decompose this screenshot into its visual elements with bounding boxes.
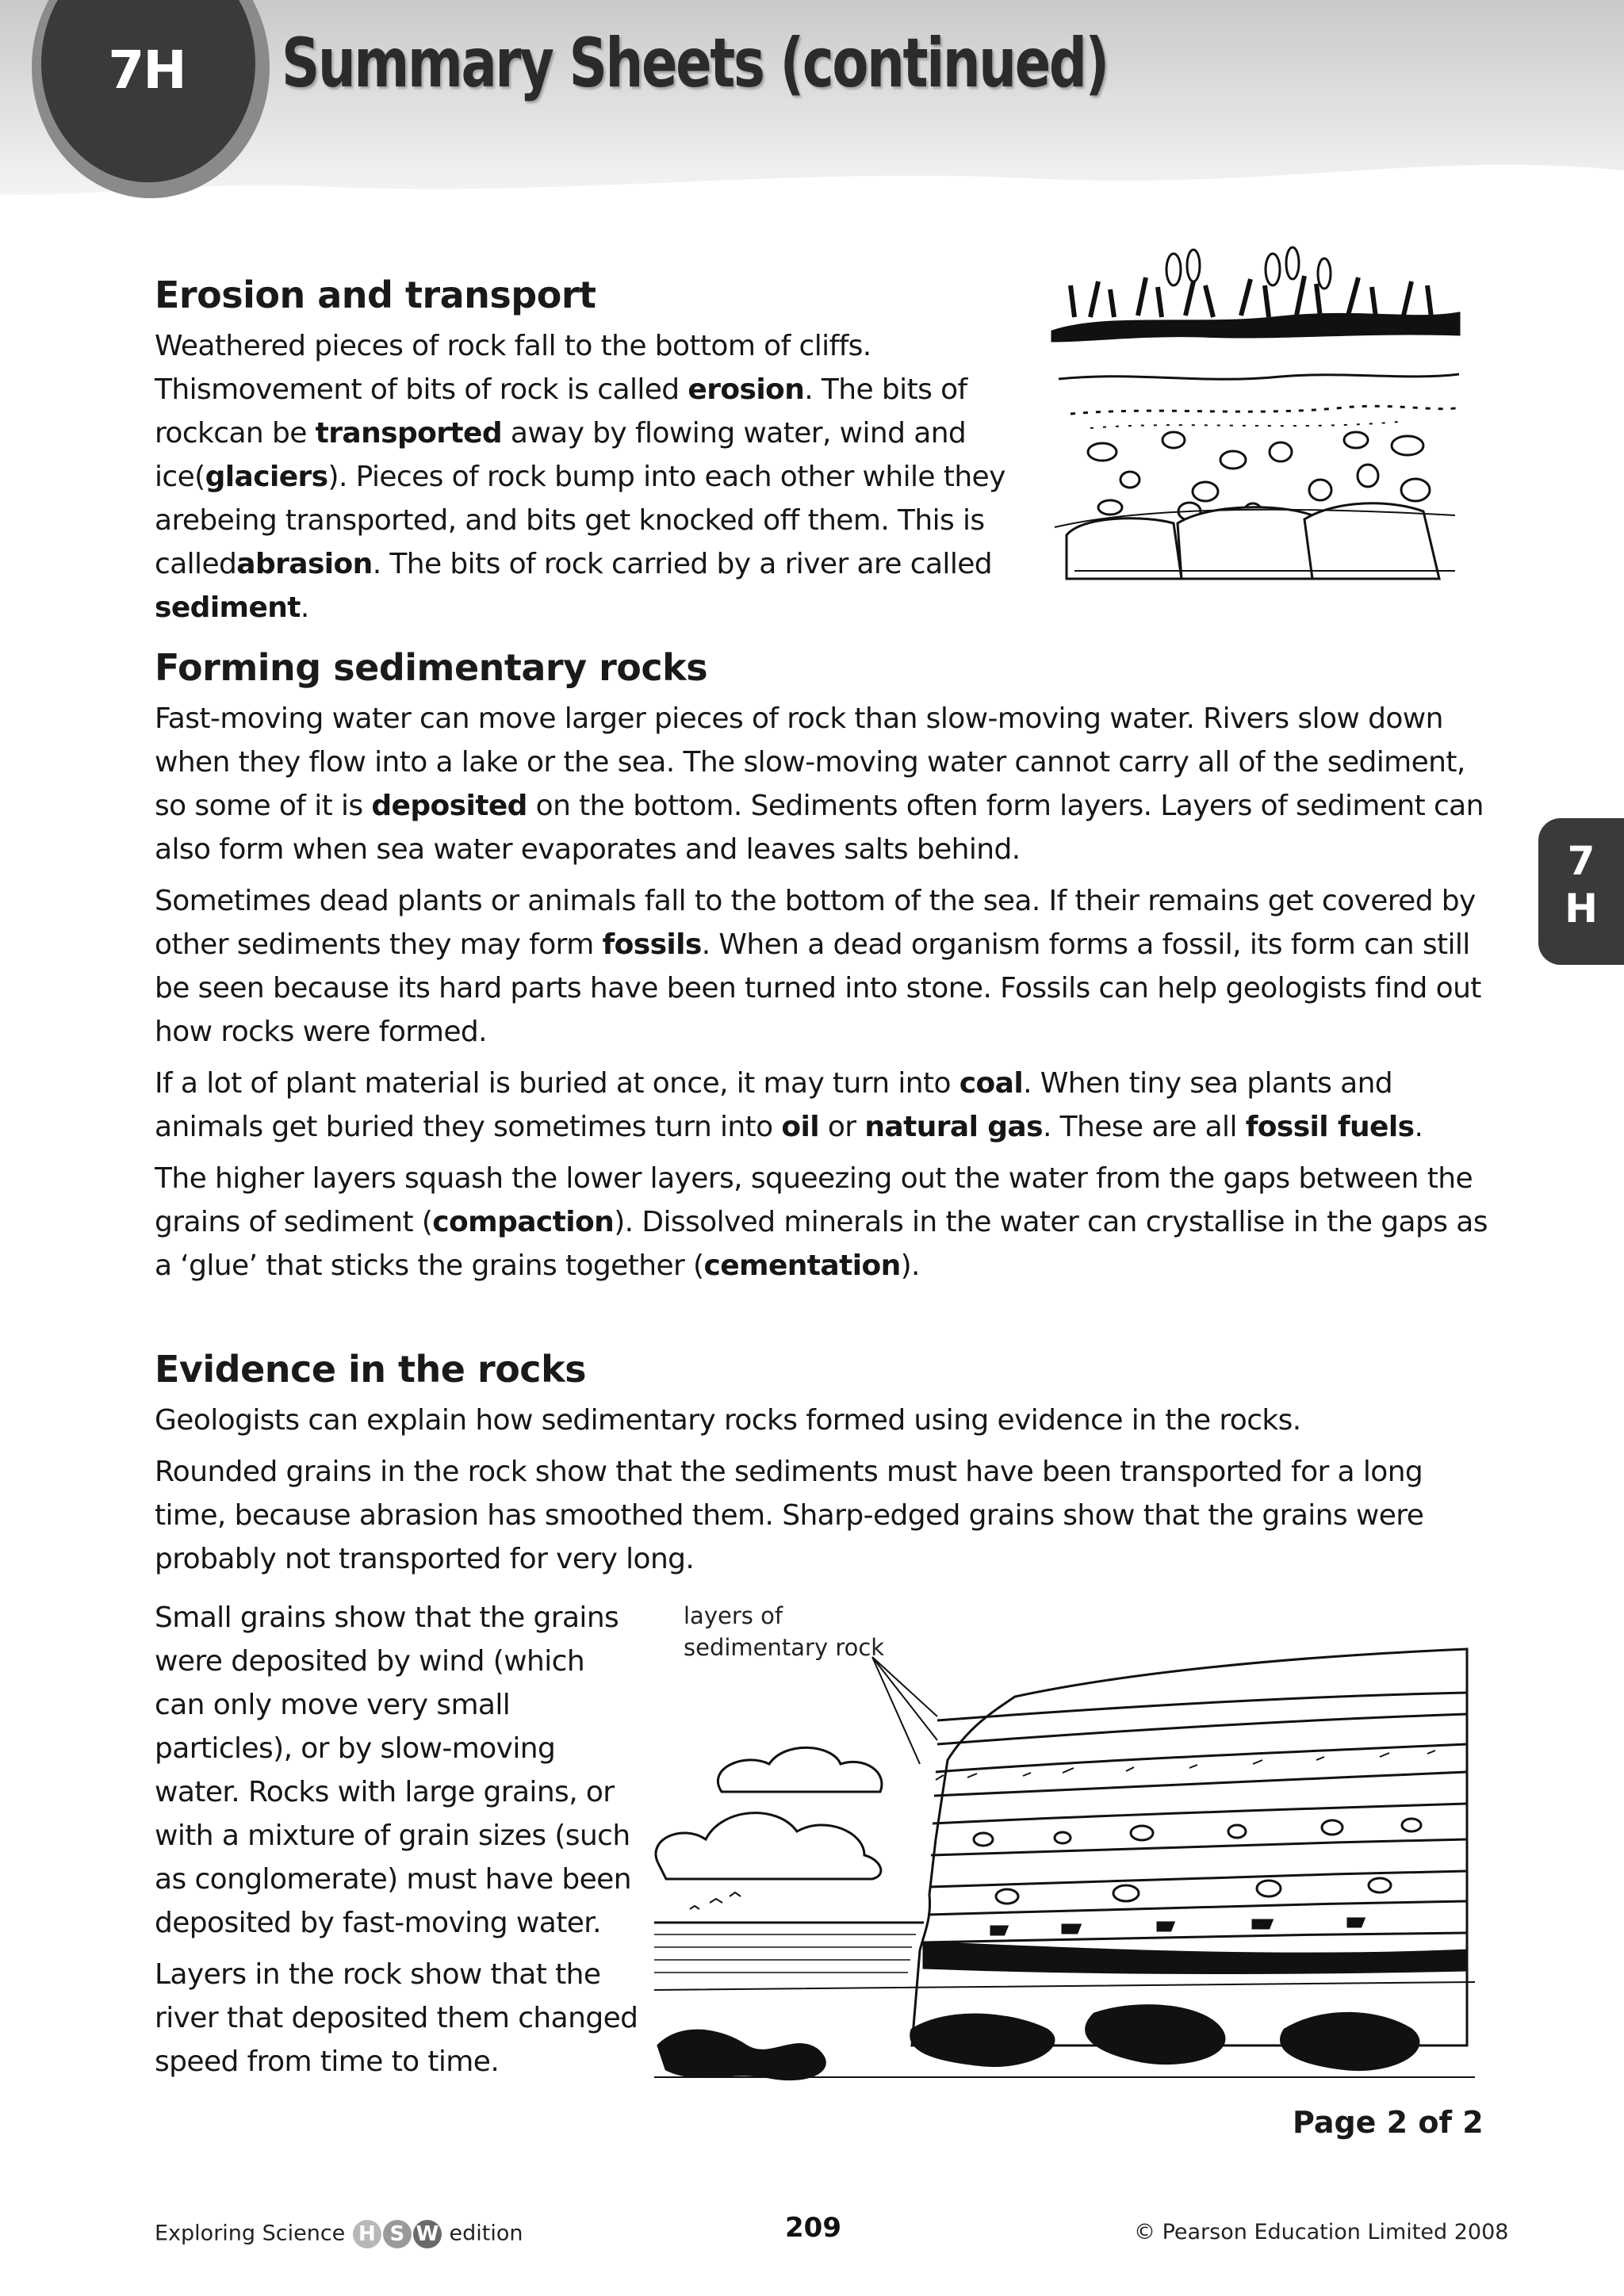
text-run: ( bbox=[194, 461, 205, 493]
heading-forming: Forming sedimentary rocks bbox=[155, 646, 708, 689]
text-run: . When tiny sea plants and animals get buried they sometimes turn into bbox=[155, 1067, 1393, 1143]
key-term: deposited bbox=[371, 790, 527, 822]
section-forming bbox=[155, 646, 1495, 1295]
key-term: cementation bbox=[703, 1249, 901, 1282]
page-number: 209 bbox=[785, 2212, 841, 2244]
text-run: The higher layers squash the lower layers, squeezing out the water from the gaps between the grains of sediment ( bbox=[155, 1162, 1473, 1238]
side-tab-line2: H bbox=[1565, 886, 1598, 932]
text-run: If a lot of plant material is buried at once, it may turn into bbox=[155, 1067, 959, 1100]
key-term: sediment bbox=[155, 591, 301, 624]
footer-edition: edition bbox=[449, 2221, 523, 2246]
forming-paragraph-3 bbox=[155, 1062, 1495, 1149]
unit-code: 7H bbox=[108, 40, 186, 101]
heading-erosion: Erosion and transport bbox=[155, 274, 596, 316]
evidence-paragraph-3: Small grains show that the grains were deposited by wind (which can only move very small particles), or by slow-moving water. Rocks with large grains, or with a mixture of grain sizes (such as conglomerate) must have been deposited by fast-moving water. bbox=[155, 1601, 631, 1939]
key-term: transported bbox=[315, 417, 503, 450]
heading-evidence: Evidence in the rocks bbox=[155, 1348, 587, 1391]
text-run: or bbox=[819, 1111, 865, 1143]
text-run: . bbox=[300, 591, 309, 624]
erosion-illustration bbox=[1043, 238, 1471, 595]
evidence-paragraph-1: Geologists can explain how sedimentary rocks formed using evidence in the rocks. bbox=[155, 1404, 1301, 1437]
text-run: on the bottom. Sediments often form layers. Layers of sediment can also form when sea water evaporates and leaves salts behind. bbox=[155, 790, 1484, 866]
key-term: abrasion bbox=[236, 548, 373, 580]
figure-label-line1: layers of bbox=[684, 1602, 783, 1629]
text-run: being transported, and bits get knocked off them. This is called bbox=[155, 504, 985, 580]
text-run: . The bits of rock carried by a river are called bbox=[372, 548, 993, 580]
forming-paragraph-1 bbox=[155, 697, 1495, 871]
footer-left bbox=[155, 2220, 523, 2248]
text-run: movement of bits of rock is called bbox=[211, 373, 688, 406]
erosion-paragraph bbox=[155, 324, 1019, 629]
hsw-w-badge: W bbox=[413, 2220, 442, 2248]
forming-paragraph-2 bbox=[155, 879, 1495, 1054]
text-run: away by flowing water, wind and ice bbox=[155, 417, 967, 493]
text-run: . bbox=[1414, 1111, 1423, 1143]
text-run: ). Dissolved minerals in the water can crystallise in the gaps as a ‘glue’ that sticks the grains together ( bbox=[155, 1206, 1488, 1282]
key-term: fossil fuels bbox=[1245, 1111, 1415, 1143]
key-term: fossils bbox=[602, 928, 702, 961]
forming-paragraph-4 bbox=[155, 1157, 1495, 1288]
text-run: . The bits of rock bbox=[155, 373, 967, 450]
key-term: compaction bbox=[432, 1206, 615, 1238]
key-term: erosion bbox=[688, 373, 805, 406]
rock-layers-illustration bbox=[650, 1601, 1507, 2093]
text-run: Fast-moving water can move larger pieces of rock than slow-moving water. Rivers slow down when they flow into a lake or the sea. The slow-moving water cannot carry all of the sediment, so some of it is bbox=[155, 702, 1465, 822]
text-run: . These are all bbox=[1042, 1111, 1246, 1143]
text-run: ). Pieces of rock bump into each other while they are bbox=[155, 461, 1005, 537]
key-term: natural gas bbox=[864, 1111, 1043, 1143]
hsw-s-badge: S bbox=[383, 2220, 412, 2248]
section-evidence-column bbox=[155, 1596, 638, 2091]
text-run: Weathered pieces of rock fall to the bottom of cliffs. This bbox=[155, 330, 871, 406]
text-run: ). bbox=[900, 1249, 920, 1282]
text-run: . When a dead organism forms a fossil, its form can still be seen because its hard parts have been turned into stone. Fossils can help geologists find out how rocks were formed. bbox=[155, 928, 1481, 1048]
key-term: glaciers bbox=[205, 461, 328, 493]
footer-series-name: Exploring Science bbox=[155, 2221, 346, 2246]
key-term: oil bbox=[781, 1111, 820, 1143]
section-erosion bbox=[155, 274, 1019, 637]
side-tab bbox=[1538, 818, 1624, 965]
footer-copyright: © Pearson Education Limited 2008 bbox=[1134, 2220, 1509, 2244]
side-tab-line1: 7 bbox=[1567, 838, 1595, 884]
page-indicator: Page 2 of 2 bbox=[1293, 2105, 1484, 2140]
key-term: coal bbox=[959, 1067, 1024, 1100]
text-run: Sometimes dead plants or animals fall to the bottom of the sea. If their remains get covered by other sediments they may form bbox=[155, 885, 1476, 961]
evidence-paragraph-2: Rounded grains in the rock show that the sediments must have been transported for a long time, because abrasion has smoothed them. Sharp-edged grains show that the grains were probably not transported for very long. bbox=[155, 1456, 1424, 1575]
hsw-h-badge: H bbox=[353, 2220, 381, 2248]
evidence-paragraph-4: Layers in the rock show that the river that deposited them changed speed from time to time. bbox=[155, 1958, 638, 2078]
page-title: Summary Sheets (continued) bbox=[282, 24, 1108, 103]
text-run: can be bbox=[213, 417, 316, 450]
section-evidence bbox=[155, 1348, 1495, 1589]
figure-label-line2: sedimentary rock bbox=[684, 1634, 885, 1661]
